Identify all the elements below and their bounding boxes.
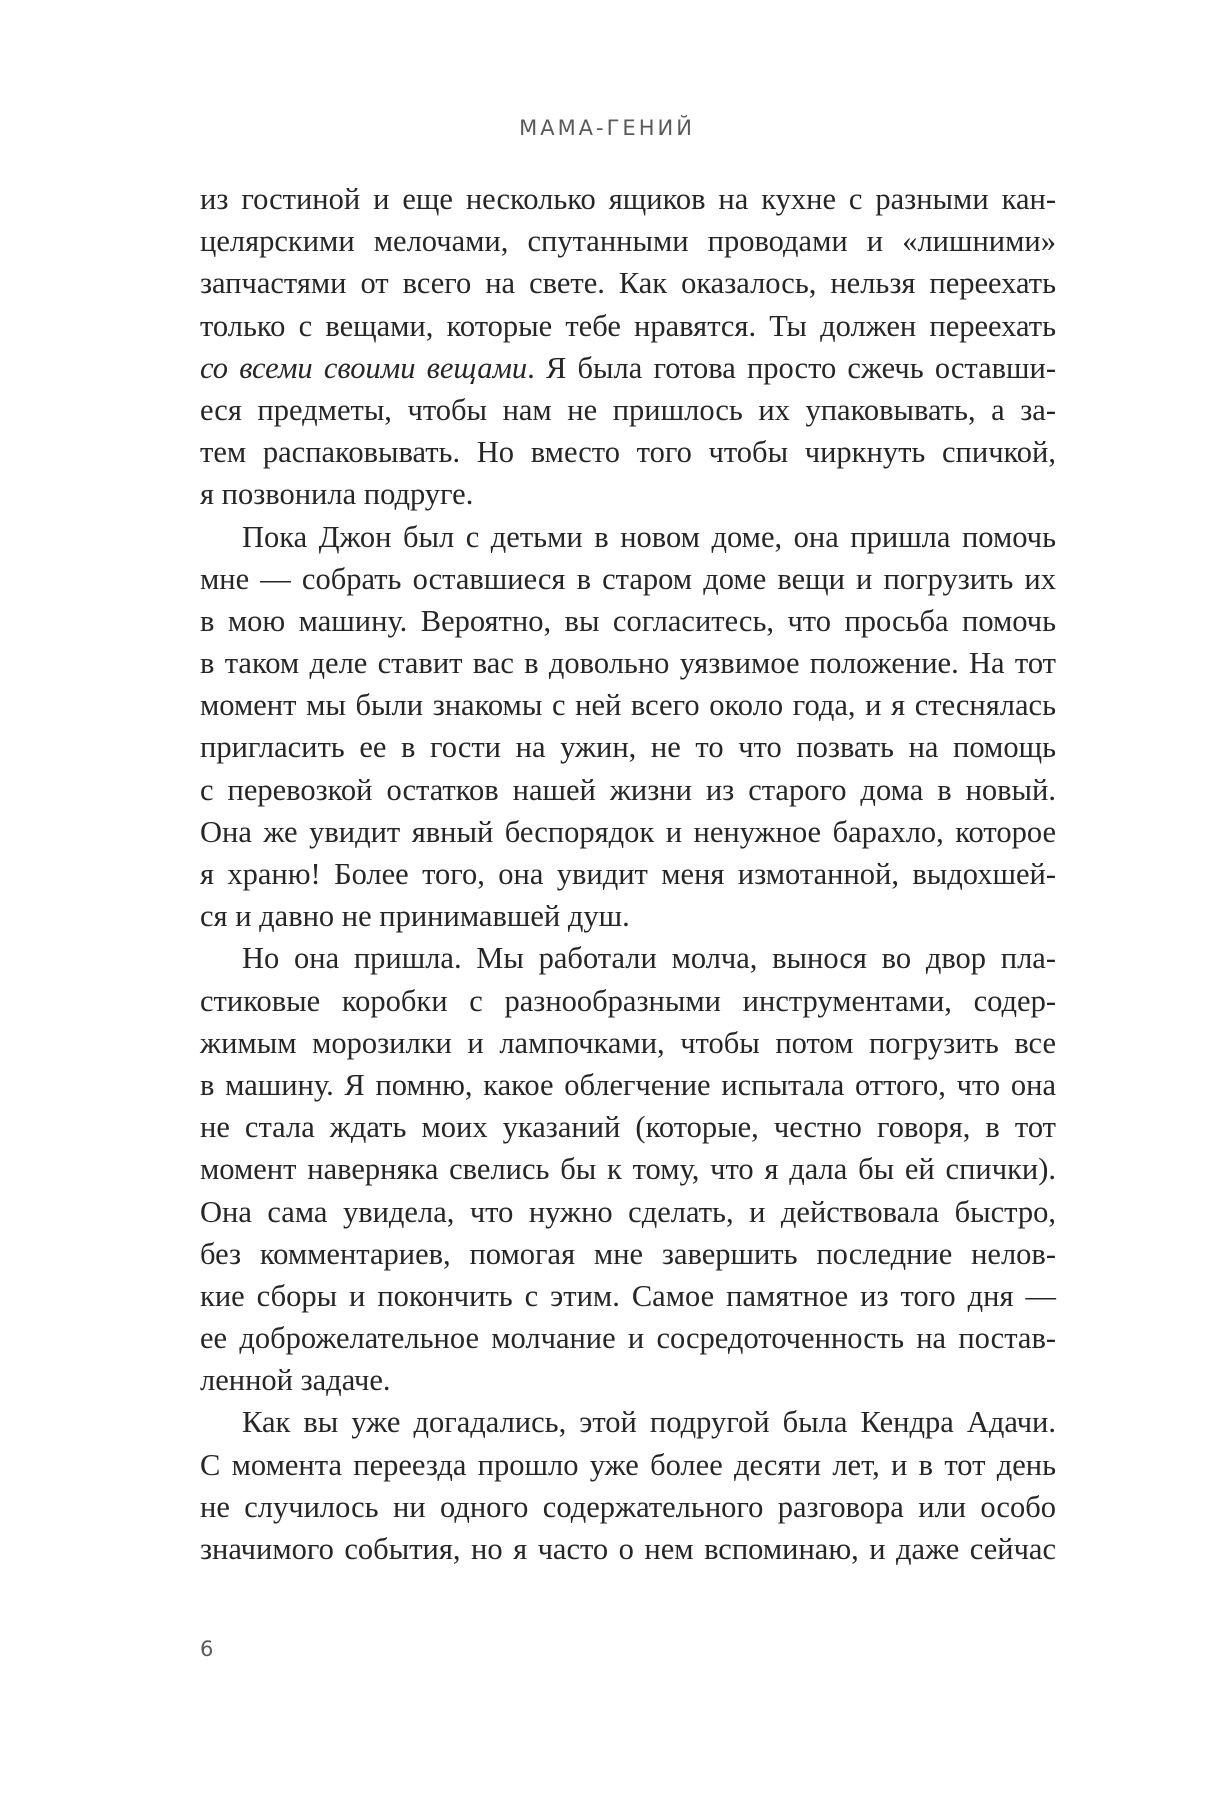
text-line: момент наверняка свелись бы к тому, что я дала бы ей спички).: [200, 1152, 1056, 1187]
paragraph-4: [200, 1401, 1056, 1570]
running-head: МАМА-ГЕНИЙ: [519, 116, 695, 140]
text-line: запчастями от всего на свете. Как оказалось, нельзя переехать: [200, 266, 1056, 301]
page-number: 6: [200, 1637, 214, 1661]
text-line: целярскими мелочами, спутанными проводами и «лишними»: [200, 224, 1056, 259]
text-line: ее доброжелательное молчание и сосредоточенность на постав-: [200, 1321, 1056, 1356]
paragraph-3: [200, 937, 1056, 1401]
body-text: [200, 178, 1056, 1570]
text-line: еся предметы, чтобы нам не пришлось их упаковывать, а за-: [200, 392, 1056, 427]
text-line: момент мы были знакомы с ней всего около года, и я стеснялась: [200, 688, 1056, 723]
text-line: я храню! Более того, она увидит меня измотанной, выдохшей-: [200, 857, 1056, 891]
text-line: Но она пришла. Мы работали молча, вынося во двор пла-: [242, 941, 1056, 976]
text-line: Она сама увидела, что нужно сделать, и действовала быстро,: [200, 1194, 1056, 1229]
text-line: пригласить ее в гости на ужин, не то что позвать на помощь: [200, 730, 1056, 765]
text-line: не случилось ни одного содержательного разговора или особо: [200, 1489, 1056, 1524]
text-line: в мою машину. Вероятно, вы согласитесь, что просьба помочь: [200, 603, 1056, 638]
text-line: стиковые коробки с разнообразными инструментами, содер-: [200, 983, 1056, 1018]
text-line: мне — собрать оставшиеся в старом доме вещи и погрузить их: [200, 561, 1056, 596]
text-line: в машину. Я помню, какое облегчение испытала оттого, что она: [200, 1067, 1056, 1102]
text-line: Она же увидит явный беспорядок и ненужное барахло, которое: [200, 814, 1056, 849]
text-line: в таком деле ставит вас в довольно уязвимое положение. На тот: [200, 646, 1056, 681]
text-line: из гостиной и еще несколько ящиков на кухне с разными кан-: [200, 182, 1056, 216]
text-line: Как вы уже догадались, этой подругой была Кендра Адачи.: [242, 1405, 1056, 1440]
text-line: ленной задаче.: [200, 1363, 391, 1398]
text-line: тем распаковывать. Но вместо того чтобы чиркнуть спичкой,: [200, 435, 1056, 470]
text-line: я позвонила подруге.: [200, 477, 474, 512]
paragraph-1: [200, 178, 1056, 516]
paragraph-2: [200, 516, 1056, 938]
text-line: жимым морозилки и лампочками, чтобы потом погрузить все: [200, 1025, 1056, 1060]
text-line: С момента переезда прошло уже более десяти лет, и в тот день: [200, 1447, 1056, 1482]
text-line: не стала ждать моих указаний (которые, честно говоря, в тот: [200, 1110, 1056, 1145]
text-line: кие сборы и покончить с этим. Самое памятное из того дня —: [200, 1278, 1056, 1313]
text-line: значимого события, но я часто о нем вспоминаю, и даже сейчас: [200, 1532, 1056, 1566]
text-line: ся и давно не принимавшей душ.: [200, 899, 630, 934]
text-line: с перевозкой остатков нашей жизни из старого дома в новый.: [200, 772, 1056, 807]
text-fragment: . Я была готова просто сжечь оставши-: [527, 350, 1057, 385]
text-line: Пока Джон был с детьми в новом доме, она пришла помочь: [242, 519, 1056, 554]
text-line: без комментариев, помогая мне завершить последние нелов-: [200, 1236, 1056, 1271]
text-line-mixed: [200, 347, 1056, 389]
text-line: только с вещами, которые тебе нравятся. Ты должен переехать: [200, 308, 1056, 343]
italic-phrase: со всеми своими вещами: [200, 350, 528, 385]
